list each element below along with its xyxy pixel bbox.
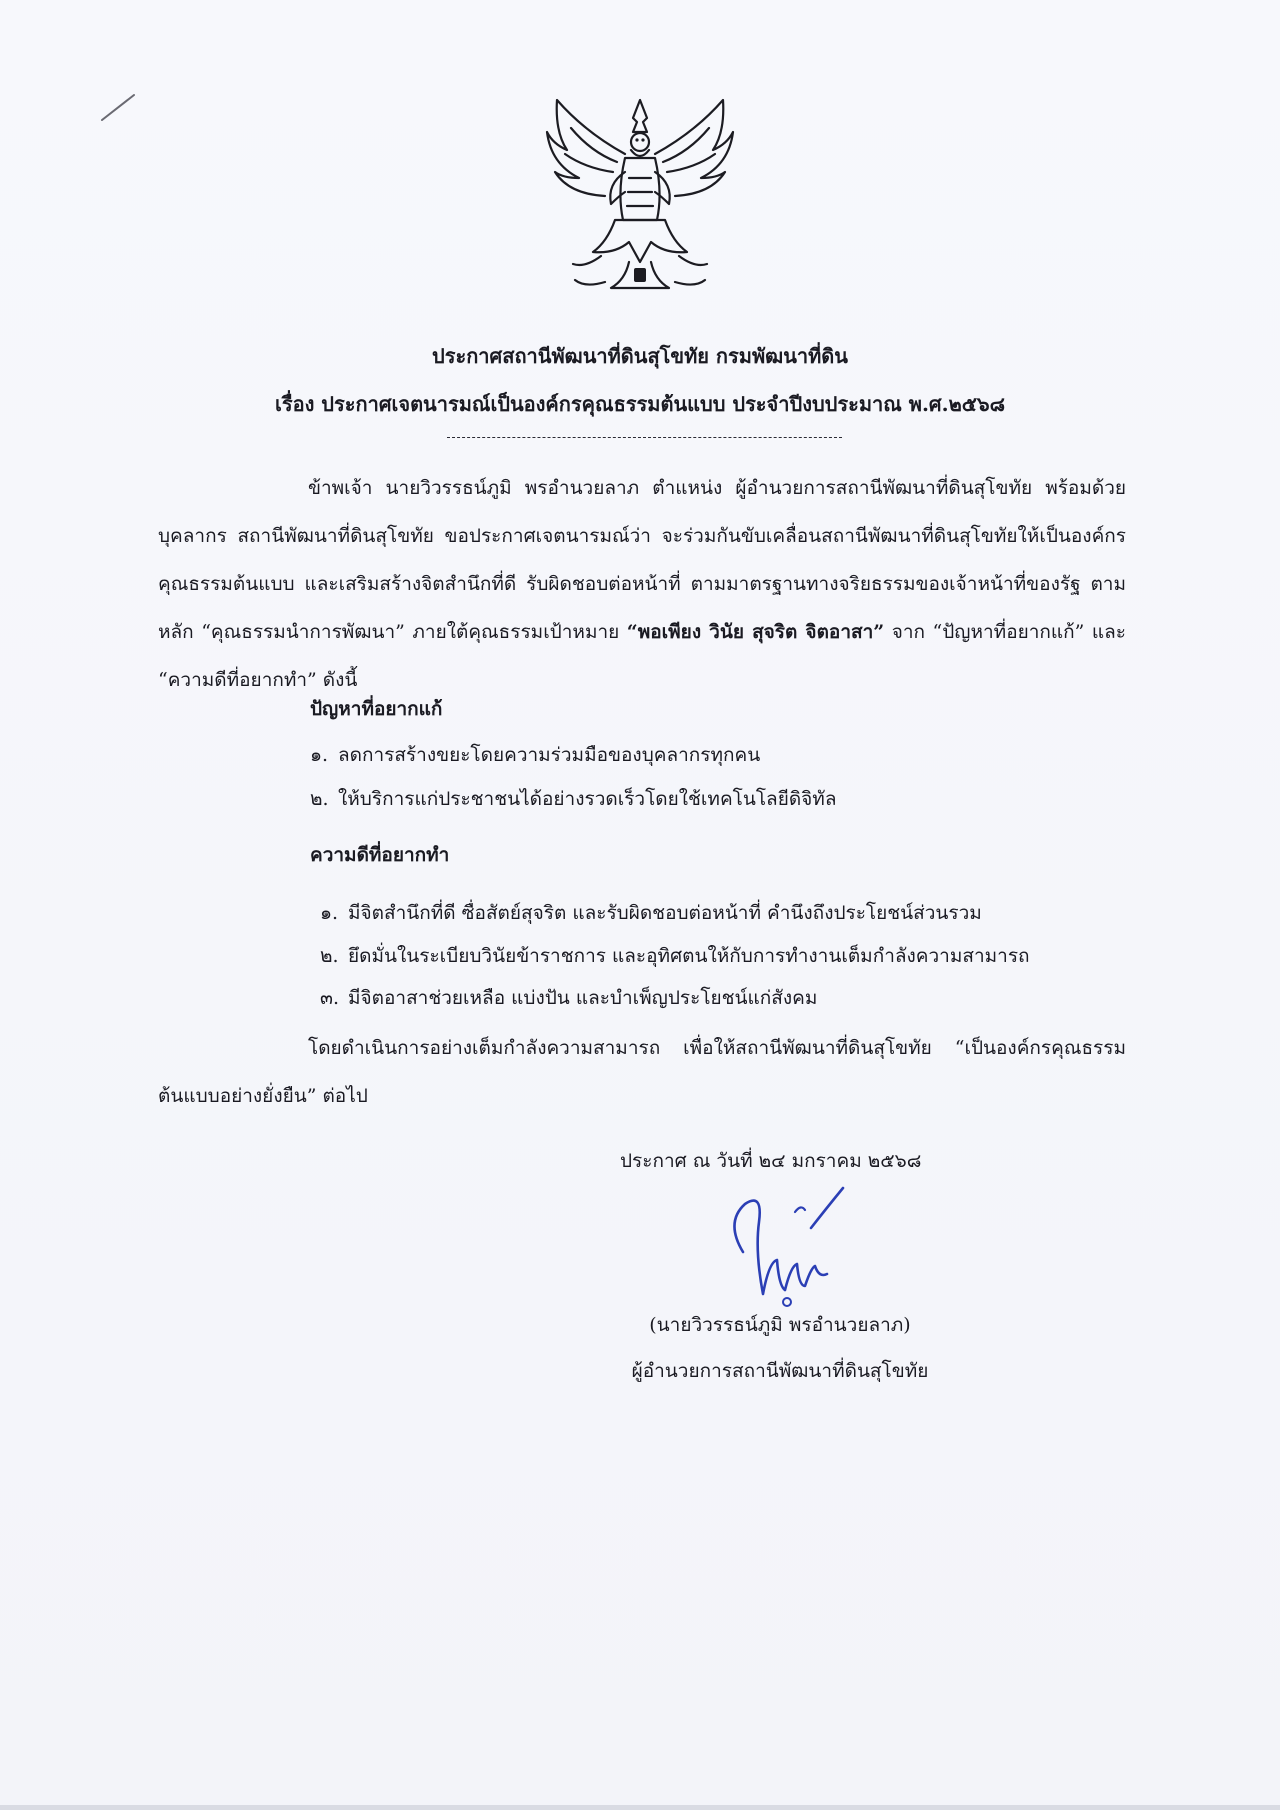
handwritten-signature <box>715 1182 865 1312</box>
garuda-emblem-icon <box>545 92 735 297</box>
stray-pen-mark <box>100 92 140 122</box>
problems-heading: ปัญหาที่อยากแก้ <box>310 698 443 720</box>
good-deed-item <box>320 941 1030 971</box>
good-deed-item-number: ๑. <box>320 902 339 924</box>
problem-item-number: ๒. <box>310 788 329 810</box>
announcement-date: ประกาศ ณ วันที่ ๒๔ มกราคม ๒๕๖๘ <box>620 1150 922 1172</box>
announcement-subject: เรื่อง ประกาศเจตนารมณ์เป็นองค์กรคุณธรรมต้นแบบ ประจำปีงบประมาณ พ.ศ.๒๕๖๘ <box>274 392 1006 416</box>
problem-item <box>310 784 836 814</box>
good-deed-item-number: ๓. <box>320 987 340 1009</box>
good-deeds-heading: ความดีที่อยากทำ <box>310 844 450 866</box>
good-deed-item-text: มีจิตสำนึกที่ดี ซื่อสัตย์สุจริต และรับผิดชอบต่อหน้าที่ คำนึงถึงประโยชน์ส่วนรวม <box>348 902 982 924</box>
problem-item-number: ๑. <box>310 744 329 766</box>
announcement-title: ประกาศสถานีพัฒนาที่ดินสุโขทัย กรมพัฒนาที่ดิน <box>432 344 848 368</box>
page-bottom-edge <box>0 1805 1280 1810</box>
intro-paragraph <box>158 464 1126 704</box>
intro-text-b: จาก “ปัญหาที่อยากแก้” และ “ความดีที่อยากทำ” ดังนี้ <box>158 621 1126 691</box>
problem-item-text: ให้บริการแก่ประชาชนได้อย่างรวดเร็วโดยใช้เทคโนโลยีดิจิทัล <box>338 788 837 810</box>
problem-item <box>310 740 760 770</box>
problem-item-text: ลดการสร้างขยะโดยความร่วมมือของบุคลากรทุกคน <box>338 744 761 766</box>
target-virtues: “พอเพียง วินัย สุจริต จิตอาสา” <box>626 621 885 643</box>
good-deed-item <box>320 898 982 928</box>
signer-name: (นายวิวรรธน์ภูมิ พรอำนวยลาภ) <box>649 1314 911 1336</box>
good-deed-item <box>320 983 817 1013</box>
intro-text-a: ข้าพเจ้า นายวิวรรธน์ภูมิ พรอำนวยลาภ ตำแหน่ง ผู้อำนวยการสถานีพัฒนาที่ดินสุโขทัย พร้อมด้วยบุคลากร สถานีพัฒนาที่ดินสุโขทัย ขอประกาศเจตนารมณ์ว่า จะร่วมกันขับเคลื่อนสถานีพัฒนาที่ดินสุโขทัยให้เป็นองค์กรคุณธรรมต้นแบบ และเสริมสร้างจิตสำนึกที่ดี รับผิดชอบต่อหน้าที่ ตามมาตรฐานทางจริยธรรมของเจ้าหน้าที่ของรัฐ ตามหลัก “คุณธรรมนำการพัฒนา” ภายใต้คุณธรรมเป้าหมาย <box>158 477 1126 643</box>
good-deed-item-text: ยึดมั่นในระเบียบวินัยข้าราชการ และอุทิศตนให้กับการทำงานเต็มกำลังความสามารถ <box>348 945 1030 967</box>
title-divider <box>447 437 842 438</box>
good-deed-item-text: มีจิตอาสาช่วยเหลือ แบ่งปัน และบำเพ็ญประโยชน์แก่สังคม <box>348 987 818 1009</box>
signer-position: ผู้อำนวยการสถานีพัฒนาที่ดินสุโขทัย <box>631 1360 929 1382</box>
closing-paragraph: โดยดำเนินการอย่างเต็มกำลังความสามารถ เพื่อให้สถานีพัฒนาที่ดินสุโขทัย “เป็นองค์กรคุณธรรมต้นแบบอย่างยั่งยืน” ต่อไป <box>158 1037 1126 1107</box>
good-deed-item-number: ๒. <box>320 945 339 967</box>
